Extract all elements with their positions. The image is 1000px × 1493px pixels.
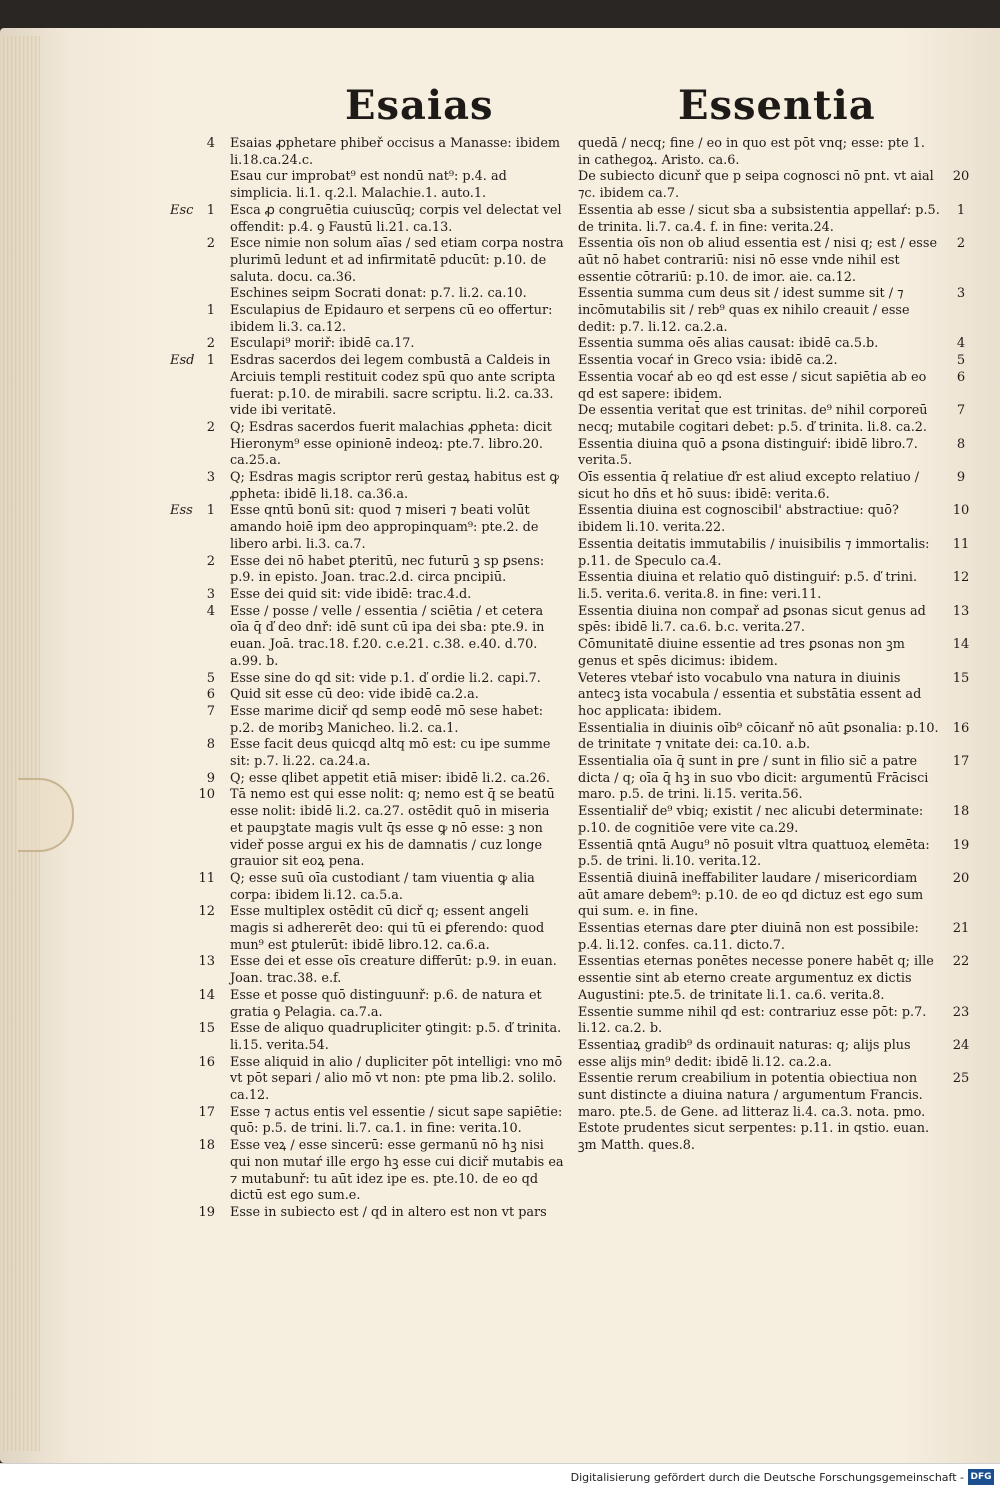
entry-number: 15 — [198, 1021, 215, 1037]
right-column — [578, 136, 970, 1155]
entry-number: 16 — [198, 1054, 215, 1070]
entry-number: 15 — [952, 670, 970, 686]
entry-text: Essentialiř de⁹ vbiq; existit / nec alicubi determinate: p.10. de cognitiōe vere vite ca.29. — [578, 804, 924, 836]
entry-text: Essentia diuina et relatio quō distinguiŕ: p.5. ď trini. li.5. verita.6. verita.8. in fine: veri.11. — [578, 570, 918, 602]
entry-number: 1 — [956, 202, 966, 218]
entry-text: Esse in subiecto est / qd in altero est non vt pars — [230, 1205, 547, 1220]
entry-number: 2 — [206, 419, 215, 435]
entry-text: Cōmunitatē diuine essentie ad tres ꝑsonas non ꝫm genus et spēs dicimus: ibidem. — [578, 637, 905, 669]
index-entry — [578, 202, 966, 236]
entry-number: 18 — [952, 804, 970, 820]
entry-text: Esse marime diciř qd semp eodē mō sese habet: p.2. de moribꝫ Manicheo. li.2. ca.1. — [230, 703, 544, 736]
index-entry — [578, 754, 970, 804]
index-entry — [160, 1205, 565, 1222]
entry-number: 11 — [198, 870, 215, 886]
entry-text: Esaias ꝓphetare phibeř occisus a Manasse: ibidem li.18.ca.24.c. — [230, 136, 561, 168]
index-entry — [160, 353, 565, 420]
entry-text: Esse ⁊ actus entis vel essentie / sicut sape sapiētie: quō: p.5. de trini. li.7. ca.1. in fine: verita.10. — [230, 1104, 563, 1137]
index-entry — [578, 403, 966, 436]
index-entry — [160, 286, 565, 303]
entry-number: 20 — [952, 870, 970, 886]
entry-number: 4 — [206, 603, 215, 619]
entry-number: 20 — [952, 169, 970, 185]
entry-text: Essentiaꝝ gradib⁹ ds ordinauit naturas: q; alijs plus esse alijs min⁹ dedit: ibidē li.12. ca.2.a. — [578, 1037, 911, 1070]
index-entry — [160, 1138, 565, 1205]
index-entry — [578, 1004, 970, 1038]
entry-text: Esse et posse quō distinguunř: p.6. de natura et gratia ꝯ Pelagia. ca.7.a. — [230, 987, 542, 1020]
index-entry — [578, 870, 970, 921]
index-entry — [578, 286, 966, 336]
index-entry — [578, 1037, 970, 1071]
entry-number: 23 — [952, 1004, 970, 1020]
index-entry — [160, 169, 565, 202]
index-entry — [160, 136, 565, 169]
entry-number: 24 — [952, 1037, 970, 1053]
entry-text: Tā nemo est qui esse nolit: q; nemo est q̄ se beatū esse nolit: ibidē li.2. ca.27. ostēdit quō in miseria et paupꝫtate magis vult q̄s esse ꝙ nō esse: ꝫ non videř posse argui ex his de damnatis / cuz longe grauior sit eoꝝ pena. — [230, 787, 555, 870]
entry-number: 4 — [956, 336, 966, 352]
entry-number: 2 — [206, 236, 215, 252]
index-entry — [578, 436, 966, 470]
index-entry — [160, 737, 565, 770]
index-entry — [160, 554, 565, 587]
index-entry — [160, 904, 565, 954]
index-entry — [578, 837, 970, 871]
index-entry — [160, 470, 565, 503]
entry-number: 14 — [952, 637, 970, 653]
entry-number: 2 — [956, 236, 966, 252]
entry-number: 1 — [206, 202, 215, 218]
entry-number: 2 — [206, 553, 215, 569]
entry-text: Esse veꝝ / esse sincerū: esse germanū nō hꝫ nisi qui non mutaŕ ille ergo hꝫ esse cui diciř mutabis ea ⁊ mutabunř: tu aūt idez ipe es. pte.10. de eo qd dictū est ego sum.e. — [230, 1138, 564, 1204]
entry-text: Essentialia oīa q̄ sunt in ꝑre / sunt in filio sic̄ a patre dicta / q; oīa q̄ hꝫ in suo vbo dicit: argumentū Frācisci maro. p.5. de trini. li.15. verita.56. — [578, 754, 929, 803]
entry-text: Essentias eternas dare ꝑter diuinā non est possibile: p.4. li.12. confes. ca.11. dicto.7. — [578, 921, 919, 953]
entry-text: De subiecto dicunř que p seipa cognosci nō pnt. vt aial ⁊c. ibidem ca.7. — [578, 169, 934, 202]
entry-number: 19 — [198, 1205, 215, 1220]
index-entry — [578, 670, 970, 721]
entry-number: 6 — [206, 687, 215, 703]
index-entry — [578, 804, 970, 837]
entry-number: 3 — [206, 586, 215, 602]
index-entry — [160, 1055, 565, 1105]
index-entry — [160, 604, 565, 671]
footer-text: Digitalisierung gefördert durch die Deutsche Forschungsgemeinschaft - — [570, 1471, 964, 1484]
index-entry — [578, 921, 970, 954]
entry-number: 12 — [952, 570, 970, 586]
entry-text: Essentie rerum creabilium in potentia obiectiua non sunt distincte a diuina natura / argumentum Francis. maro. pte.5. de Gene. ad litteraz li.4. ca.3. nota. pmo. — [578, 1071, 926, 1120]
entry-number: 1 — [206, 503, 215, 519]
index-entry — [578, 1071, 970, 1121]
index-entry — [160, 203, 565, 236]
entry-text: Esse aliquid in alio / dupliciter pōt intelligi: vno mō vt pōt separi / alio mō vt non: pte pma lib.2. solilo. ca.12. — [230, 1054, 563, 1104]
section-marker: Esc — [170, 202, 194, 218]
entry-text: Esculapi⁹ moriř: ibidē ca.17. — [230, 336, 415, 352]
index-entry — [160, 988, 565, 1021]
index-entry — [160, 336, 565, 353]
entry-number: 14 — [198, 987, 215, 1003]
entry-text: Essentialia in diuinis oīb⁹ cōicanř nō aūt ꝑsonalia: p.10. de trinitate ⁊ vnitate dei: ca.10. a.b. — [578, 720, 939, 753]
entry-number: 8 — [956, 436, 966, 452]
entry-text: Essentie summe nihil qd est: contrariuz esse pōt: p.7. li.12. ca.2. b. — [578, 1004, 927, 1037]
index-entry — [578, 236, 966, 286]
entry-number: 3 — [956, 286, 966, 302]
index-entry — [578, 637, 970, 670]
index-entry — [160, 303, 565, 336]
entry-text: quedā / necq; fine / eo in quo est pōt vnq; esse: pte 1. in cathegoꝝ. Aristo. ca.6. — [578, 136, 925, 168]
entry-text: Esse dei nō habet ꝑteritū, nec futurū ꝫ sp ꝑsens: p.9. in episto. Joan. trac.2.d. circa pncipiū. — [230, 553, 545, 586]
index-entry — [578, 570, 970, 603]
entry-text: Oīs essentia q̄ relatiue ďr est aliud excepto relatiuo / sicut ho dn̄s et hō suus: ibidē: verita.6. — [578, 470, 920, 502]
entry-number: 4 — [206, 136, 215, 151]
entry-text: Esse facit deus quicqd altq mō est: cu ipe summe sit: p.7. li.22. ca.24.a. — [230, 737, 551, 770]
entry-text: Esse dei quid sit: vide ibidē: trac.4.d. — [230, 586, 472, 602]
entry-text: Essentia deitatis immutabilis / inuisibilis ⁊ immortalis: p.11. de Speculo ca.4. — [578, 536, 930, 569]
entry-number: 7 — [206, 703, 215, 719]
index-entry — [160, 420, 565, 470]
index-entry — [578, 1121, 940, 1154]
entry-text: Esse multiplex ostēdit cū dicř q; essent angeli magis si adhererēt deo: qui tū ei ꝑferendo: quod mun⁹ est ꝑtulerūt: ibidē libro.12. ca.6.a. — [230, 904, 545, 953]
entry-text: Eschines seipm Socrati donat: p.7. li.2. ca.10. — [230, 286, 527, 302]
index-entry — [160, 671, 565, 688]
entry-text: Q; esse qlibet appetit etiā miser: ibidē li.2. ca.26. — [230, 770, 550, 786]
entry-number: 9 — [206, 770, 215, 786]
entry-number: 13 — [198, 954, 215, 970]
entry-text: Essentia vocaŕ in Greco vsia: ibidē ca.2. — [578, 353, 838, 369]
entry-number: 2 — [206, 336, 215, 352]
index-entry — [160, 687, 565, 704]
index-entry — [160, 704, 565, 737]
index-entry — [160, 503, 565, 553]
entry-number: 25 — [952, 1071, 970, 1087]
entry-number: 1 — [206, 353, 215, 369]
entry-text: Esse qntū bonū sit: quod ⁊ miseri ⁊ beati volūt amando hoiē ipm deo appropinquam⁹: pte.2. de libero arbi. li.3. ca.7. — [230, 503, 539, 552]
index-entry — [578, 954, 970, 1004]
entry-number: 17 — [952, 754, 970, 770]
entry-number: 16 — [952, 720, 970, 736]
index-entry — [578, 503, 970, 536]
entry-text: Essentia summa oēs alias causat: ibidē ca.5.b. — [578, 336, 879, 352]
index-entry — [578, 720, 970, 754]
entry-text: Essentia oīs non ob aliud essentia est / nisi q; est / esse aūt nō habet contrariū: nisi nō esse vnde nihil est essentie cōtrariū: p.10. de imor. aie. ca.12. — [578, 236, 938, 285]
index-entry — [160, 954, 565, 987]
index-entry — [160, 787, 565, 871]
entry-number: 12 — [198, 904, 215, 920]
entry-text: Essentia ab esse / sicut sba a subsistentia appellaŕ: p.5. de trinita. li.7. ca.4. f. in fine: verita.24. — [578, 202, 940, 235]
index-entry — [160, 771, 565, 788]
entry-text: Esse dei et esse oīs creature differūt: p.9. in euan. Joan. trac.38. e.f. — [230, 954, 557, 987]
entry-number: 10 — [198, 787, 215, 803]
entry-text: Q; Esdras magis scriptor rerū gestaꝝ habitus est ꝙ ꝓpheta: ibidē li.18. ca.36.a. — [230, 470, 560, 502]
entry-text: Q; Esdras sacerdos fuerit malachias ꝓpheta: dicit Hieronym⁹ esse opinionē indeoꝝ: pte.7. libro.20. ca.25.a. — [230, 419, 552, 469]
entry-number: 7 — [956, 403, 966, 419]
index-entry — [578, 470, 966, 503]
entry-number: 8 — [206, 737, 215, 753]
index-entry — [578, 353, 966, 370]
index-entry — [160, 587, 565, 604]
entry-text: Esse / posse / velle / essentia / sciētia / et cetera oīa q̄ ď deo dnř: idē sunt cū ipa dei sba: pte.9. in euan. Joā. trac.18. f.20. c.e.21. c.38. e.40. d.70. a.99. b. — [230, 603, 545, 669]
entry-text: Essentias eternas ponētes necesse ponere habēt q; ille essentie sint ab eterno create argumentuz ex dictis Augustini: pte.5. de trinitate li.1. ca.6. verita.8. — [578, 954, 934, 1003]
entry-number: 19 — [952, 837, 970, 853]
index-entry — [578, 336, 966, 353]
entry-number: 11 — [952, 536, 970, 552]
entry-text: Veteres vtebaŕ isto vocabulo vna natura in diuinis antecꝫ ista vocabula / essentia et substātia essent ad hoc applicata: ibidem. — [578, 670, 922, 719]
index-entry — [578, 536, 970, 570]
section-marker: Ess — [170, 503, 193, 519]
index-entry — [578, 603, 970, 637]
entry-text: Esce nimie non solum aīas / sed etiam corpa nostra plurimū ledunt et ad infirmitatē pducūt: p.10. de saluta. docu. ca.36. — [230, 236, 564, 285]
entry-number: 6 — [956, 369, 966, 385]
running-head-left: Esaias — [345, 82, 494, 129]
section-marker: Esd — [170, 353, 195, 369]
entry-text: Q; esse suū oīa custodiant / tam viuentia ꝙ alia corpa: ibidem li.12. ca.5.a. — [230, 870, 535, 903]
entry-number: 9 — [956, 470, 966, 486]
index-entry — [578, 136, 940, 169]
footer-bar — [0, 1463, 1000, 1493]
index-entry — [160, 871, 565, 904]
dfg-logo: DFG — [968, 1469, 994, 1485]
entry-text: Estote prudentes sicut serpentes: p.11. in qstio. euan. ꝫm Matth. ques.8. — [578, 1121, 930, 1154]
entry-text: Essentia diuina quō a ꝑsona distinguiŕ: ibidē libro.7. verita.5. — [578, 436, 918, 469]
entry-text: Esdras sacerdos dei legem combustā a Caldeis in Arciuis templi restituit codez spū quo ante scripta fuerat: p.10. de mirabili. sacre scriptu. li.2. ca.33. vide ibi veritatē. — [230, 353, 556, 419]
entry-number: 1 — [206, 303, 215, 319]
index-entry — [160, 236, 565, 286]
entry-text: Esse de aliquo quadrupliciter ꝯtingit: p.5. ď trinita. li.15. verita.54. — [230, 1021, 562, 1053]
entry-text: Esau cur improbat⁹ est nondū nat⁹: p.4. ad simplicia. li.1. q.2.l. Malachie.1. auto.1. — [230, 169, 507, 202]
entry-text: Essentia diuina est cognoscibil' abstractiue: quō? ibidem li.10. verita.22. — [578, 503, 899, 536]
entry-text: Esca ꝓ congruētia cuiuscūq; corpis vel delectat vel offendit: p.4. ꝯ Faustū li.21. ca.13. — [230, 202, 562, 235]
entry-number: 22 — [952, 954, 970, 970]
index-entry — [160, 1021, 565, 1054]
entry-number: 13 — [952, 603, 970, 619]
entry-text: Quid sit esse cū deo: vide ibidē ca.2.a. — [230, 687, 479, 703]
left-column — [160, 136, 565, 1222]
entry-text: Essentiā qntā Augu⁹ nō posuit vltra quattuoꝝ elemēta: p.5. de trini. li.10. verita.12. — [578, 837, 930, 870]
entry-number: 10 — [952, 503, 970, 519]
entry-text: Essentia vocaŕ ab eo qd est esse / sicut sapiētia ab eo qd est sapere: ibidem. — [578, 369, 927, 402]
entry-text: De essentia veritat̄ que est trinitas. de⁹ nihil corporeū necq; mutabile cogitari debet: p.5. ď trinita. li.8. ca.2. — [578, 403, 928, 435]
index-entry — [578, 369, 966, 403]
entry-number: 18 — [198, 1138, 215, 1154]
entry-number: 5 — [956, 353, 966, 369]
entry-text: Essentia diuina non compař ad ꝑsonas sicut genus ad spēs: ibidē li.7. ca.6. b.c. verita.27. — [578, 603, 926, 636]
entry-number: 17 — [198, 1104, 215, 1120]
entry-number: 5 — [206, 670, 215, 686]
index-entry — [160, 1105, 565, 1138]
entry-number: 3 — [206, 470, 215, 486]
entry-number: 21 — [952, 921, 970, 937]
index-entry — [578, 169, 970, 202]
page-edge-stack — [0, 36, 40, 1451]
entry-text: Essentia summa cum deus sit / idest summe sit / ⁊ incōmutabilis sit / reb⁹ quas ex nihilo creauit / esse dedit: p.7. li.12. ca.2.a. — [578, 286, 910, 335]
entry-text: Essentiā diuinā ineffabiliter laudare / misericordiam aūt amare debem⁹: p.10. de eo qd dictuz est ego sum qui sum. e. in fine. — [578, 870, 924, 920]
entry-text: Esculapius de Epidauro et serpens cū eo offertur: ibidem li.3. ca.12. — [230, 303, 553, 335]
running-head-right: Essentia — [678, 82, 876, 129]
entry-text: Esse sine do qd sit: vide p.1. ď ordie li.2. capi.7. — [230, 670, 541, 686]
